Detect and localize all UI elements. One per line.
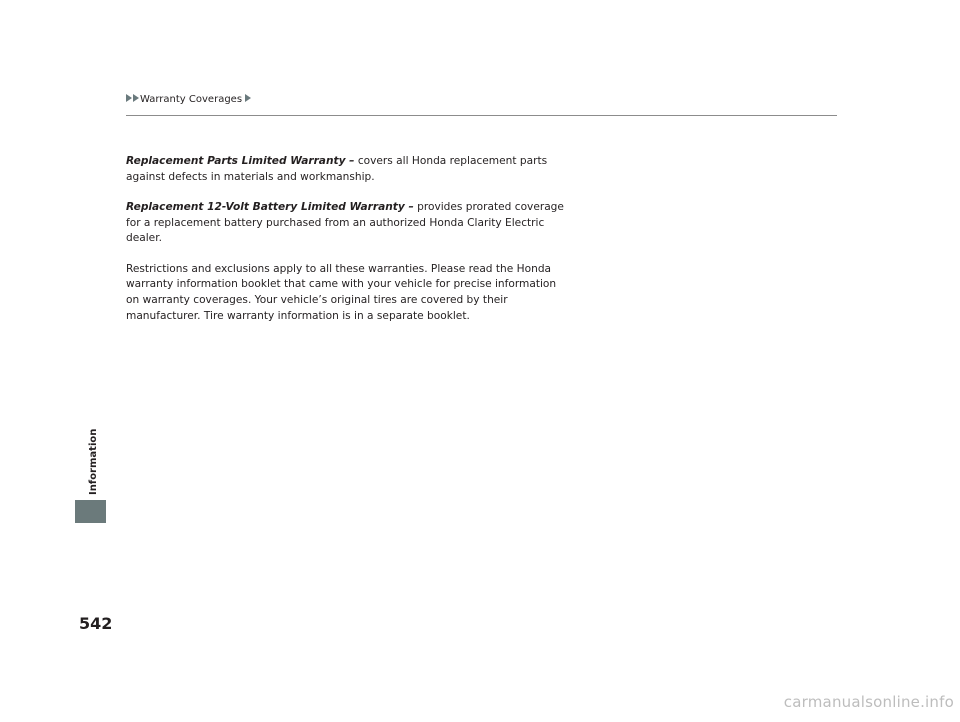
paragraph-battery-warranty: [126, 200, 566, 247]
paragraph-restrictions: Restrictions and exclusions apply to all these warranties. Please read the Honda warranty information booklet that came with your vehicle for precise information on warranty coverages. Your vehicle’s original tires are covered by their manufacturer. Tire warranty information is in a separate booklet.: [126, 262, 557, 322]
paragraph-text: provides prorated coverage for a replacement battery purchased from an authorized Honda Clarity Electric dealer.: [126, 200, 564, 245]
watermark: carmanualsonline.info: [783, 693, 954, 711]
triangle-right-icon: [126, 94, 132, 102]
paragraph-text: covers all Honda replacement parts against defects in materials and workmanship.: [126, 155, 548, 183]
paragraph-replacement-parts: [126, 154, 566, 185]
breadcrumb[interactable]: [126, 94, 252, 106]
section-tab: [75, 500, 106, 523]
section-label: Information: [88, 428, 99, 495]
header-divider: [126, 115, 837, 116]
paragraph-title: Replacement Parts Limited Warranty –: [126, 155, 355, 167]
triangle-right-icon: [245, 94, 251, 102]
triangle-right-icon: [133, 94, 139, 102]
page-number: 542: [79, 614, 113, 633]
paragraph-title: Replacement 12-Volt Battery Limited Warranty –: [126, 200, 414, 213]
breadcrumb-label[interactable]: Warranty Coverages: [140, 94, 243, 105]
main-content: [126, 154, 566, 339]
